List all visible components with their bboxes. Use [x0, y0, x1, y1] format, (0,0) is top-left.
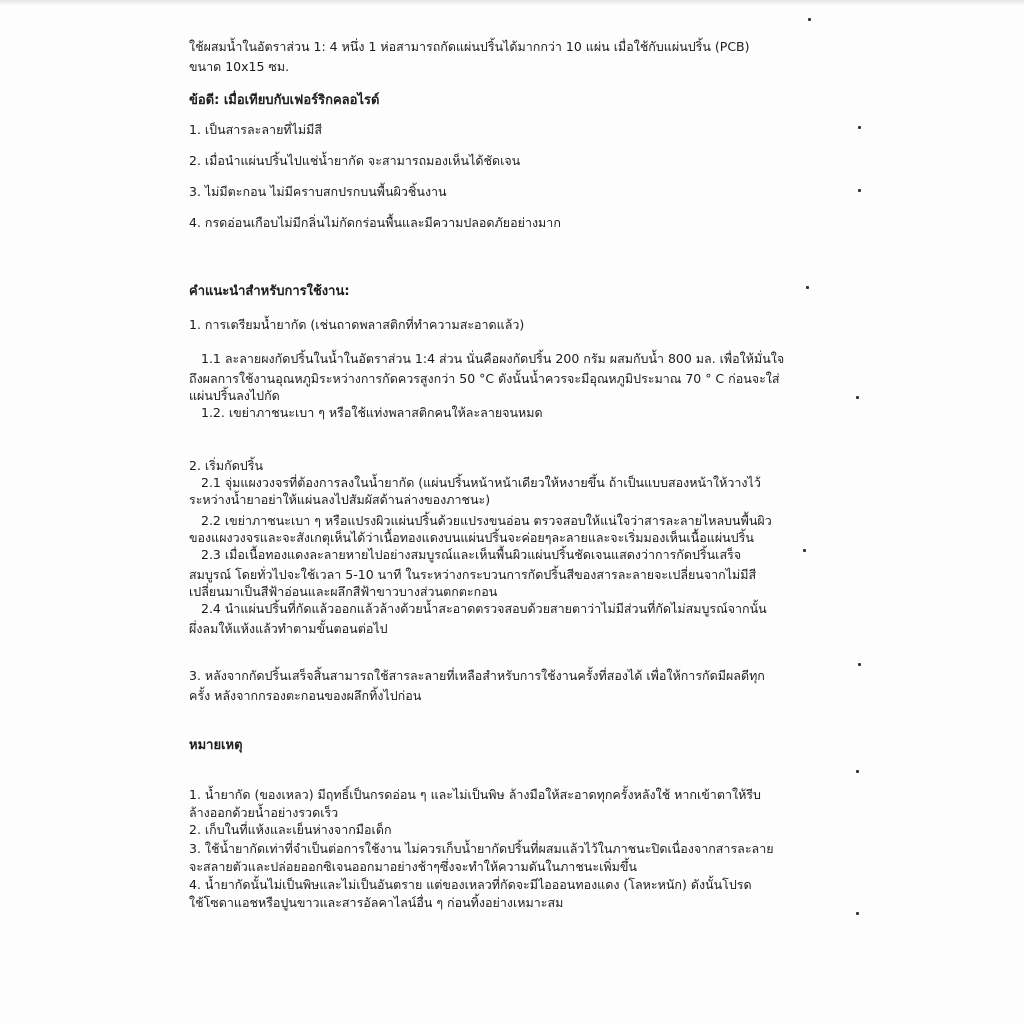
note-line: ล้างออกด้วยน้ำอย่างรวดเร็ว — [189, 805, 339, 820]
scan-speck — [803, 549, 806, 552]
scan-speck — [858, 189, 861, 192]
usage-line: 2. เริ่มกัดปริ้น — [189, 458, 264, 473]
scan-speck — [856, 396, 859, 399]
intro-line-2: ขนาด 10x15 ซม. — [189, 59, 290, 74]
usage-line: 3. หลังจากกัดปริ้นเสร็จสิ้นสามารถใช้สารละลายที่เหลือสำหรับการใช้งานครั้งที่สองได้ เพื่อให้การกัดมีผลดีทุก — [189, 668, 765, 683]
usage-line: สมบูรณ์ โดยทั่วไปจะใช้เวลา 5-10 นาที ในระหว่างกระบวนการกัดปริ้นสีของสารละลายจะเปลี่ยนจากไม่มีสี — [189, 567, 757, 582]
note-line: 2. เก็บในที่แห้งและเย็นห่างจากมือเด็ก — [189, 822, 392, 837]
usage-line: 2.4 นำแผ่นปริ้นที่กัดแล้วออกแล้วล้างด้วยน้ำสะอาดตรวจสอบด้วยสายตาว่าไม่มีส่วนที่กัดไม่สมบูรณ์จากนั้น — [201, 601, 767, 616]
scan-top-edge — [0, 0, 1024, 6]
advantages-heading: ข้อดี: เมื่อเทียบกับเฟอร์ริกคลอไรด์ — [189, 93, 380, 108]
usage-line: 1.2. เขย่าภาชนะเบา ๆ หรือใช้แท่งพลาสติกคนให้ละลายจนหมด — [201, 405, 543, 420]
note-line: ใช้โซดาแอชหรือปูนขาวและสารอัลคาไลน์อื่น ๆ ก่อนทิ้งอย่างเหมาะสม — [189, 895, 564, 910]
note-line: 1. น้ำยากัด (ของเหลว) มีฤทธิ์เป็นกรดอ่อน ๆ และไม่เป็นพิษ ล้างมือให้สะอาดทุกครั้งหลังใช้ หากเข้าตาให้รีบ — [189, 787, 761, 802]
scan-speck — [806, 286, 809, 289]
intro-line-1: ใช้ผสมน้ำในอัตราส่วน 1: 4 หนึ่ง 1 ห่อสามารถกัดแผ่นปริ้นได้มากกว่า 10 แผ่น เมื่อใช้กับแผ่นปริ้น (PCB) — [189, 39, 750, 54]
usage-line: ครั้ง หลังจากกรองตะกอนของผลึกทิ้งไปก่อน — [189, 688, 422, 703]
usage-line: เปลี่ยนมาเป็นสีฟ้าอ่อนและผลึกสีฟ้าขาวบางส่วนตกตะกอน — [189, 584, 498, 599]
advantage-item-1: 1. เป็นสารละลายที่ไม่มีสี — [189, 122, 323, 137]
usage-line: แผ่นปริ้นลงไปกัด — [189, 388, 280, 403]
notes-heading: หมายเหตุ — [189, 738, 243, 753]
usage-line: 2.1 จุ่มแผงวงจรที่ต้องการลงในน้ำยากัด (แผ่นปริ้นหน้าหน้าเดียวให้หงายขึ้น ถ้าเป็นแบบสองหน้าให้วางไว้ — [201, 475, 761, 490]
usage-line: ของแผงวงจรและจะสังเกตุเห็นได้ว่าเนื้อทองแดงบนแผ่นปริ้นจะค่อยๆละลายและจะเริ่มมองเห็นเนื้อแผ่นปริ้น — [189, 530, 754, 545]
scan-speck — [858, 663, 861, 666]
advantage-item-3: 3. ไม่มีตะกอน ไม่มีคราบสกปรกบนพื้นผิวชิ้นงาน — [189, 184, 447, 199]
usage-heading: คำแนะนำสำหรับการใช้งาน: — [189, 284, 350, 299]
note-line: จะสลายตัวและปล่อยออกซิเจนออกมาอย่างช้าๆซึ่งจะทำให้ความดันในภาชนะเพิ่มขึ้น — [189, 859, 637, 874]
scan-speck — [808, 18, 811, 21]
note-line: 3. ใช้น้ำยากัดเท่าที่จำเป็นต่อการใช้งาน ไม่ควรเก็บน้ำยากัดปริ้นที่ผสมแล้วไว้ในภาชนะปิดเนื่องจากสารละลาย — [189, 841, 774, 856]
usage-line: 1. การเตรียมน้ำยากัด (เช่นถาดพลาสติกที่ทำความสะอาดแล้ว) — [189, 317, 525, 332]
scan-speck — [856, 770, 859, 773]
advantage-item-4: 4. กรดอ่อนเกือบไม่มีกลิ่นไม่กัดกร่อนพื้นและมีความปลอดภัยอย่างมาก — [189, 215, 561, 230]
usage-line: 2.2 เขย่าภาชนะเบา ๆ หรือแปรงผิวแผ่นปริ้นด้วยแปรงขนอ่อน ตรวจสอบให้แน่ใจว่าสารละลายไหลบนพื้นผิว — [201, 513, 772, 528]
usage-line: 2.3 เมื่อเนื้อทองแดงละลายหายไปอย่างสมบูรณ์และเห็นพื้นผิวแผ่นปริ้นชัดเจนแสดงว่าการกัดปริ้นเสร็จ — [201, 547, 742, 562]
note-line: 4. น้ำยากัดนั้นไม่เป็นพิษและไม่เป็นอันตราย แต่ของเหลวที่กัดจะมีไอออนทองแดง (โลหะหนัก) ดังนั้นโปรด — [189, 877, 752, 892]
advantage-item-2: 2. เมื่อนำแผ่นปริ้นไปแช่น้ำยากัด จะสามารถมองเห็นได้ชัดเจน — [189, 153, 521, 168]
scan-speck — [856, 912, 859, 915]
usage-line: 1.1 ละลายผงกัดปริ้นในน้ำในอัตราส่วน 1:4 ส่วน นั่นคือผงกัดปริ้น 200 กรัม ผสมกับน้ำ 800 มล. เพื่อให้มั่นใจ — [201, 351, 785, 366]
usage-line: ผึ่งลมให้แห้งแล้วทำตามขั้นตอนต่อไป — [189, 621, 388, 636]
usage-line: ถึงผลการใช้งานอุณหภูมิระหว่างการกัดควรสูงกว่า 50 °C ดังนั้นน้ำควรจะมีอุณหภูมิประมาณ 70 ° C ก่อนจะใส่ — [189, 371, 780, 386]
usage-line: ระหว่างน้ำยาอย่าให้แผ่นลงไปสัมผัสด้านล่างของภาชนะ) — [189, 492, 491, 507]
scan-speck — [858, 126, 861, 129]
